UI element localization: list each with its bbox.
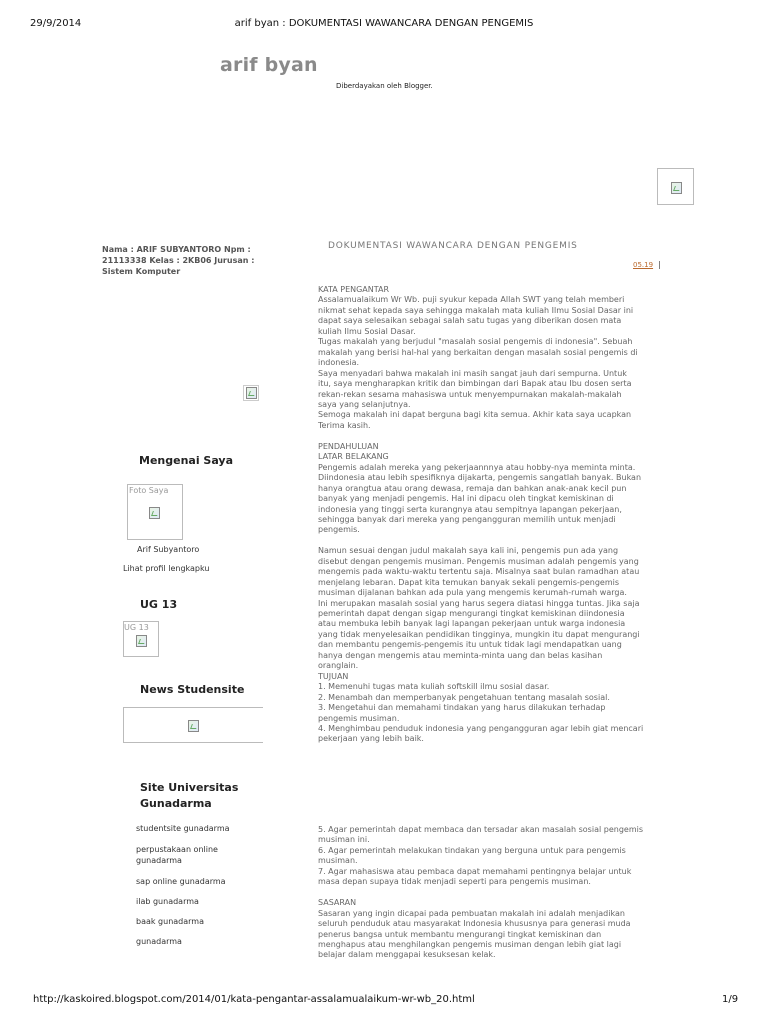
- post-line: pemerintah dapat dengan sigap mengurangi tingkat kemiskinan diindonesia: [318, 609, 625, 619]
- broken-image-icon: [188, 720, 199, 732]
- post-line: Tugas makalah yang berjudul "masalah sosial pengemis di indonesia". Sebuah: [318, 337, 633, 347]
- post-line: seluruh penduduk atau masyarakat Indonesia khususnya para generasi muda: [318, 919, 631, 929]
- post-line: LATAR BELAKANG: [318, 452, 389, 462]
- site-heading-line-1: Site Universitas: [140, 781, 239, 794]
- post-line: menghapus atau menghilangkan pengemis musiman dengan lebih giat lagi: [318, 939, 622, 949]
- post-line: sehingga banyak dari mereka yang pengangguran memilih untuk menjadi: [318, 514, 616, 524]
- site-link[interactable]: studentsite gunadarma: [136, 824, 230, 833]
- print-url: http://kaskoired.blogspot.com/2014/01/kata-pengantar-assalamualaikum-wr-wb_20.html: [33, 994, 475, 1005]
- post-line: mengemis pada waktu-waktu tertentu saja. Misalnya saat bulan ramadhan atau: [318, 567, 640, 577]
- post-line: masa depan supaya tidak menjadi seperti para pengemis musiman.: [318, 877, 591, 887]
- post-line: indonesia yang tinggi serta kurangnya atau sempitnya lapangan pekerjaan,: [318, 504, 622, 514]
- site-link[interactable]: gunadarma: [136, 856, 182, 865]
- post-line: pengemis.: [318, 525, 360, 535]
- ug13-alt-text: UG 13: [124, 623, 149, 632]
- post-separator: |: [658, 260, 661, 269]
- site-link[interactable]: gunadarma: [136, 937, 182, 946]
- photo-alt-text: Foto Saya: [129, 486, 169, 495]
- post-line: SASARAN: [318, 898, 357, 908]
- rss-image[interactable]: [657, 168, 694, 205]
- site-link[interactable]: ilab gunadarma: [136, 897, 199, 906]
- post-line: banyak yang menjadi pengemis. Hal ini dipacu oleh tingkat kemiskinan di: [318, 494, 614, 504]
- post-line: musiman.: [318, 856, 358, 866]
- post-line: menjelang lebaran. Dapat kita temukan banyak sekali pengemis-pengemis: [318, 577, 620, 587]
- blog-title[interactable]: arif byan: [220, 54, 318, 76]
- post-line: belajar dalam menggapai kesuksesan kelak.: [318, 950, 496, 960]
- print-date: 29/9/2014: [30, 18, 82, 29]
- ug13-image[interactable]: [123, 621, 159, 657]
- post-line: indonesia.: [318, 358, 360, 368]
- post-body-main: [318, 285, 665, 745]
- post-line: Terima kasih.: [318, 420, 371, 430]
- site-heading-line-2: Gunadarma: [140, 797, 212, 810]
- post-line: 5. Agar pemerintah dapat membaca dan tersadar akan masalah sosial pengemis: [318, 825, 643, 834]
- post-timestamp[interactable]: 05.19: [633, 261, 654, 269]
- post-line: Saya menyadari bahwa makalah ini masih sangat jauh dari sempurna. Untuk: [318, 368, 627, 378]
- post-body-continued: [318, 825, 665, 961]
- post-line: kuliah Ilmu Sosial Dasar.: [318, 326, 416, 336]
- post-line: musiman dijalanan bahkan ada pula yang mengemis kerumah-rumah warga.: [318, 588, 627, 598]
- site-heading: [140, 780, 238, 812]
- post-line: pengemis musiman.: [318, 713, 400, 723]
- print-page-title: arif byan : DOKUMENTASI WAWANCARA DENGAN PENGEMIS: [234, 18, 534, 29]
- site-link[interactable]: perpustakaan online: [136, 845, 218, 854]
- post-title[interactable]: DOKUMENTASI WAWANCARA DENGAN PENGEMIS: [328, 241, 578, 251]
- post-line: disebut dengan pengemis musiman. Pengemis musiman adalah pengemis yang: [318, 556, 639, 566]
- post-line: Sasaran yang ingin dicapai pada pembuatan makalah ini adalah menjadikan: [318, 908, 625, 918]
- news-image[interactable]: [123, 707, 263, 743]
- site-link[interactable]: sap online gunadarma: [136, 877, 226, 886]
- news-heading: News Studensite: [140, 683, 245, 696]
- broken-image-icon: [136, 635, 147, 647]
- post-line: 3. Mengetahui dan memahami tindakan yang harus dilakukan terhadap: [318, 703, 606, 713]
- broken-image-icon: [149, 507, 160, 519]
- post-line: itu, saya mengharapkan kritik dan bimbingan dari Bapak atau Ibu dosen serta: [318, 379, 632, 389]
- post-line: saya yang selanjutnya.: [318, 399, 411, 409]
- post-line: hanya dengan mengemis atau meminta-minta uang dan belas kasihan: [318, 650, 603, 660]
- post-line: oranglain.: [318, 661, 359, 671]
- post-line: dapat saya selesaikan sebagai salah satu tugas yang diberikan dosen mata: [318, 316, 622, 326]
- post-line: yang tidak menyelesaikan pendidikan tingginya, mungkin itu dapat mengurangi: [318, 629, 640, 639]
- print-page-number: 1/9: [722, 994, 739, 1005]
- post-line: atau membuka lebih banyak lagi lapangan pekerjaan untuk warga indonesia: [318, 619, 626, 629]
- post-line: Ini merupakan masalah sosial yang harus segera diatasi hingga tuntas. Jika saja: [318, 598, 640, 608]
- site-link[interactable]: baak gunadarma: [136, 917, 205, 926]
- post-line: [318, 431, 665, 441]
- broken-image-icon: [671, 182, 682, 194]
- post-line: PENDAHULUAN: [318, 441, 379, 451]
- ug13-heading: UG 13: [140, 598, 178, 611]
- post-line: 4. Menghimbau penduduk indonesia yang pengangguran agar lebih giat mencari: [318, 724, 644, 733]
- post-line: Diindonesia atau lebih spesifiknya dijakarta, pengemis sangatlah banyak. Bukan: [318, 473, 642, 483]
- post-line: 1. Memenuhi tugas mata kuliah softskill ilmu sosial dasar.: [318, 682, 550, 692]
- post-line: 6. Agar pemerintah melakukan tindakan yang berguna untuk para pengemis: [318, 845, 626, 855]
- profile-link[interactable]: Lihat profil lengkapku: [123, 564, 210, 573]
- post-line: [318, 536, 665, 546]
- sidebar-image[interactable]: [243, 385, 259, 401]
- post-line: [318, 888, 665, 898]
- post-line: TUJUAN: [318, 671, 349, 681]
- post-line: nikmat sehat kepada saya sehingga makalah mata kuliah Ilmu Sosial Dasar ini: [318, 305, 634, 315]
- post-line: KATA PENGANTAR: [318, 285, 390, 294]
- profile-name[interactable]: Arif Subyantoro: [137, 545, 200, 554]
- post-line: Semoga makalah ini dapat berguna bagi kita semua. Akhir kata saya ucapkan: [318, 410, 632, 420]
- post-line: dan membantu pengemis-pengemis itu untuk tidak lagi mendapatkan uang: [318, 640, 622, 650]
- post-line: penerus bangsa untuk membantu mengurangi tingkat kemiskinan dan: [318, 929, 602, 939]
- post-line: 7. Agar mahasiswa atau pembaca dapat memahami pentingnya belajar untuk: [318, 866, 632, 876]
- post-line: Namun sesuai dengan judul makalah saya kali ini, pengemis pun ada yang: [318, 546, 619, 556]
- broken-image-icon: [246, 387, 257, 399]
- post-line: hanya orangtua atau orang dewasa, remaja dan bahkan anak-anak kecil pun: [318, 483, 627, 493]
- post-line: Pengemis adalah mereka yang pekerjaannnya atau hobby-nya meminta minta.: [318, 462, 636, 472]
- powered-by[interactable]: Diberdayakan oleh Blogger.: [336, 82, 433, 90]
- post-line: musiman ini.: [318, 835, 370, 845]
- post-line: 2. Menambah dan memperbanyak pengetahuan tentang masalah sosial.: [318, 692, 610, 702]
- post-line: Assalamualaikum Wr Wb. puji syukur kepada Allah SWT yang telah memberi: [318, 295, 625, 305]
- author-identity: Nama : ARIF SUBYANTORO Npm : 21113338 Kelas : 2KB06 Jurusan : Sistem Komputer: [102, 245, 255, 276]
- post-line: makalah yang berisi hal-hal yang berkaitan dengan masalah sosial pengemis di: [318, 347, 638, 357]
- post-line: rekan-rekan sesama mahasiswa untuk menyempurnakan makalah-makalah: [318, 389, 622, 399]
- about-heading: Mengenai Saya: [139, 454, 234, 467]
- post-line: pekerjaan yang lebih baik.: [318, 734, 424, 744]
- profile-photo[interactable]: [127, 484, 183, 540]
